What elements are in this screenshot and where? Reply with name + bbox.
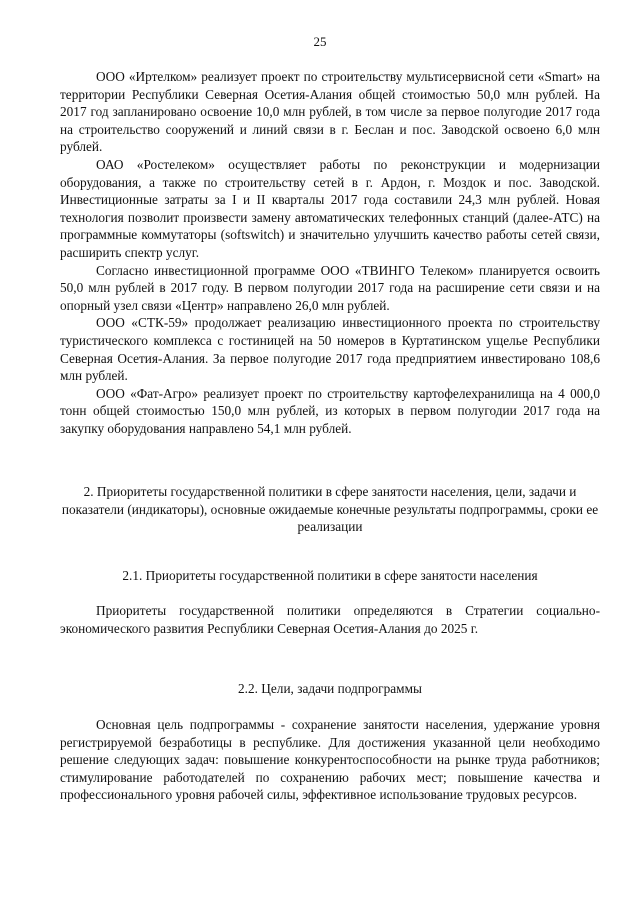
- section-heading-2: 2. Приоритеты государственной политики в сфере занятости населения, цели, задачи и показатели (индикаторы), основные ожидаемые конечные результаты подпрограммы, сроки ее реализации: [61, 484, 599, 535]
- page-number: 25: [313, 34, 327, 49]
- paragraph-twingo-telecom: Согласно инвестиционной программе ООО «ТВИНГО Телеком» планируется освоить 50,0 млн рублей в 2017 году. В первом полугодии 2017 года на расширение сети связи и на опорный узел связи «Центр» направлено 26,0 млн рублей.: [60, 262, 600, 313]
- paragraph-stk-59: ООО «СТК-59» продолжает реализацию инвестиционного проекта по строительству туристического комплекса с гостиницей на 50 номеров в Куртатинском ущелье Республики Северная Осетия-Алания. За первое полугодие 2017 года предприятием инвестировано 108,6 млн рублей.: [60, 315, 600, 384]
- investment-projects-section: [60, 68, 600, 437]
- paragraph-fat-agro: ООО «Фат-Агро» реализует проект по строительству картофелехранилища на 4 000,0 тонн общей стоимостью 150,0 млн рублей, из которых в первом полугодии 2017 года на закупку оборудования направлено 54,1 млн рублей.: [60, 385, 600, 436]
- subsection-2-2-body: [60, 716, 600, 804]
- paragraph-goals: Основная цель подпрограммы - сохранение занятости населения, удержание уровня регистрируемой безработицы в республике. Для достижения указанной цели необходимо решение следующих задач: повышение конкурентоспособности на рынке труда работников; стимулирование работодателей по сохранению рабочих мест; повышение качества и профессионального уровня рабочей силы, эффективное использование трудовых ресурсов.: [60, 717, 600, 803]
- subsection-heading-2-2: 2.2. Цели, задачи подпрограммы: [238, 681, 422, 696]
- subsection-2-1-body: [60, 602, 600, 637]
- paragraph-priorities: Приоритеты государственной политики определяются в Стратегии социально-экономического развития Республики Северная Осетия-Алания до 2025 г.: [60, 603, 600, 636]
- paragraph-rostelecom: ОАО «Ростелеком» осуществляет работы по реконструкции и модернизации оборудования, а также по строительству сетей в г. Ардон, г. Моздок и пос. Заводской. Инвестиционные затраты за I и II кварталы 2017 года составили 24,3 млн рублей. Новая технология позволит произвести замену автоматических телефонных станций (далее-АТС) на программные коммутаторы (softswitch) и значительно улучшить качество работы сетей связи, расширить спектр услуг.: [60, 156, 600, 260]
- paragraph-irtelkom: ООО «Иртелком» реализует проект по строительству мультисервисной сети «Smart» на территории Республики Северная Осетия-Алания общей стоимостью 50,0 млн рублей. На 2017 год запланировано освоение 10,0 млн рублей, в том числе за первое полугодие 2017 года на строительство сооружений и линий связи в г. Беслан и пос. Заводской освоено 6,0 млн рублей.: [60, 69, 600, 155]
- subsection-heading-2-1: 2.1. Приоритеты государственной политики в сфере занятости населения: [122, 568, 538, 583]
